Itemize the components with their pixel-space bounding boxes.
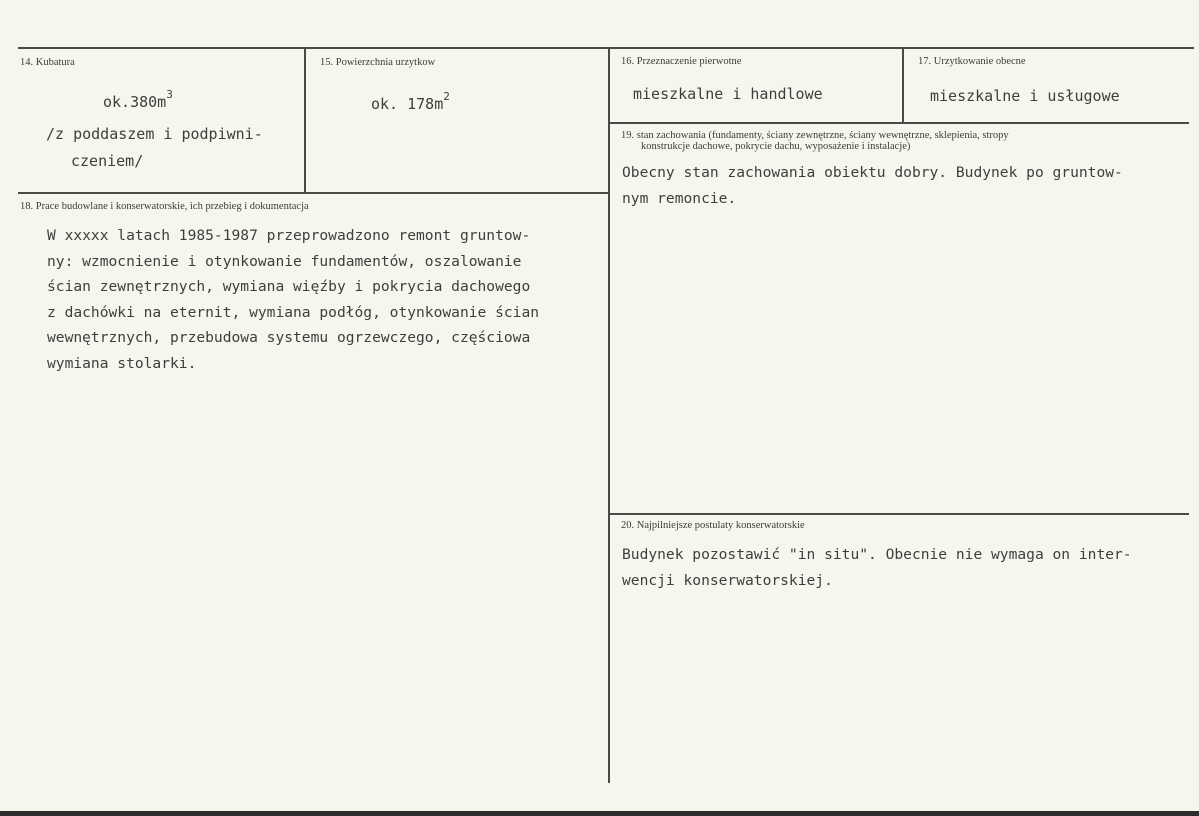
rule-below-16-17 xyxy=(609,122,1189,124)
field-15-value xyxy=(371,90,450,113)
volume-value: ok.380m xyxy=(103,93,167,111)
field-14-label: 14. Kubatura xyxy=(20,57,75,68)
field-18-text xyxy=(47,223,539,377)
text-line: Obecny stan zachowania obiektu dobry. Budynek po gruntow- xyxy=(622,164,1123,181)
text-line: wewnętrznych, przebudowa systemu ogrzewczego, częściowa xyxy=(47,329,531,347)
divider-16-17 xyxy=(902,48,904,122)
text-line: ny: wzmocnienie i otynkowanie fundamentów, oszalowanie xyxy=(47,252,522,270)
rule-below-14-15 xyxy=(18,192,610,194)
top-rule xyxy=(18,47,1194,49)
volume-unit-exponent: 3 xyxy=(166,88,173,101)
text-line: nym remoncie. xyxy=(622,189,737,207)
divider-14-15 xyxy=(304,48,306,192)
area-unit-exponent: 2 xyxy=(443,90,450,103)
text-line: ścian zewnętrznych, wymiana więźby i pokrycia dachowego xyxy=(47,278,531,296)
field-20-text xyxy=(622,542,1132,593)
field-14-value xyxy=(103,88,173,111)
field-16-value: mieszkalne i handlowe xyxy=(633,85,823,103)
main-divider xyxy=(608,48,610,783)
field-19-text xyxy=(622,160,1123,211)
rule-above-20 xyxy=(609,513,1189,515)
text-line: wymiana stolarki. xyxy=(47,354,197,372)
field-15-label: 15. Powierzchnia urzytkow xyxy=(320,57,436,68)
scan-bottom-edge xyxy=(0,811,1199,816)
text-line: z dachówki na eternit, wymiana podłóg, otynkowanie ścian xyxy=(47,303,540,321)
field-14-note-line2: czeniem/ xyxy=(71,152,144,170)
area-value: ok. 178m xyxy=(371,95,444,113)
field-20-label: 20. Najpilniejsze postulaty konserwatorskie xyxy=(621,520,805,531)
field-19-label xyxy=(621,130,1009,152)
field-19-label-line2: konstrukcje dachowe, pokrycie dachu, wyposażenie i instalacje) xyxy=(641,141,911,152)
field-17-value: mieszkalne i usługowe xyxy=(930,87,1120,105)
text-line: wencji konserwatorskiej. xyxy=(622,571,833,589)
text-line: Budynek pozostawić "in situ". Obecnie nie wymaga on inter- xyxy=(622,546,1132,563)
field-18-label: 18. Prace budowlane i konserwatorskie, ich przebieg i dokumentacja xyxy=(20,201,309,212)
field-16-label: 16. Przeznaczenie pierwotne xyxy=(621,56,742,67)
field-19-label-line1: 19. stan zachowania (fundamenty, ściany zewnętrzne, ściany wewnętrzne, sklepienia, stropy xyxy=(621,130,1009,141)
field-17-label: 17. Urzytkowanie obecne xyxy=(918,56,1026,67)
field-14-note-line1: /z poddaszem i podpiwni- xyxy=(46,125,263,143)
text-line: W xxxxx latach 1985-1987 przeprowadzono remont gruntow- xyxy=(47,227,531,244)
